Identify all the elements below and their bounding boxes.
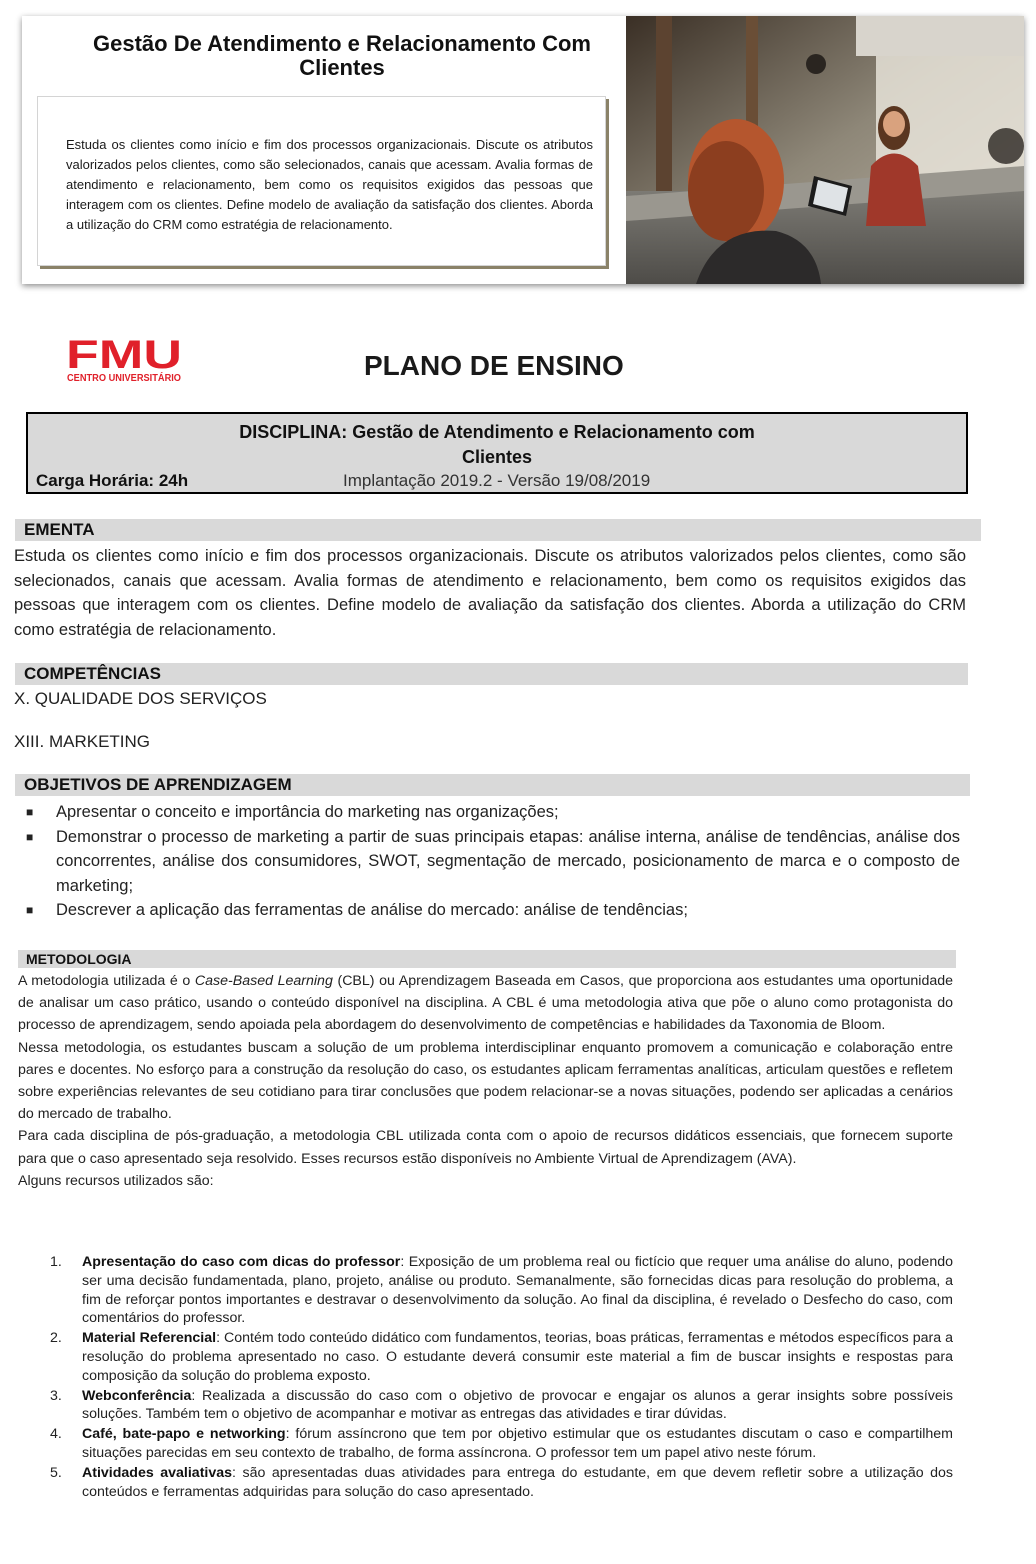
list-item: 1. Apresentação do caso com dicas do professor: Exposição de um problema real ou fictício que requer uma análise do aluno, podendo ser uma decisão fundamentada, plano, projeto, análise ou produto. Semanalmente, são fornecidas dicas para resolução do problema, a fim de reforçar pontos importantes e destravar o desenvolvimento da solução. Ao final da disciplina, é revelado o Desfecho do caso, com comentários do professor.: [50, 1254, 953, 1327]
list-item: 2. Material Referencial: Contém todo conteúdo didático com fundamentos, teorias, boas práticas, ferramentas e métodos específicos para a resolução do problema apresentado no caso. O estudante deverá consumir este material a fim de buscar insights e respostas para composição da solução do problema exposto.: [50, 1330, 953, 1384]
page-title: PLANO DE ENSINO: [364, 350, 624, 381]
svg-text:FMU: FMU: [66, 334, 182, 377]
version: Implantação 2019.2 - Versão 19/08/2019: [343, 471, 651, 490]
metodologia-heading: METODOLOGIA: [18, 950, 956, 968]
banner-description: Estuda os clientes como início e fim dos processos organizacionais. Discute os atributos valorizados pelos clientes, como são selecionados, canais que acessam. Avalia formas de atendimento e relacionamento, bem como os requisitos exigidos das pessoas que interagem com os clientes. Define modelo de avaliação da satisfação dos clientes. Aborda a utilização do CRM como estratégia de relacionamento.: [66, 137, 593, 232]
competencia-item: XIII. MARKETING: [14, 732, 151, 751]
list-item: ■ Demonstrar o processo de marketing a partir de suas principais etapas: análise interna, análise de tendências, análise dos concorrentes, análise dos consumidores, SWOT, segmentação de mercado, posicionamento de marca e o composto de marketing;: [24, 825, 960, 899]
banner-description-box: [37, 96, 606, 266]
ementa-heading: EMENTA: [15, 519, 981, 541]
svg-text:CENTRO UNIVERSITÁRIO: CENTRO UNIVERSITÁRIO: [67, 373, 184, 384]
list-item: 3. Webconferência: Realizada a discussão do caso com o objetivo de provocar e engajar os alunos a gerar insights sobre possíveis soluções. Também tem o objetivo de acompanhar e motivar as entregas das atividades e tirar dúvidas.: [50, 1387, 953, 1423]
list-item: 4. Café, bate-papo e networking: fórum assíncrono que tem por objetivo estimular que os estudantes discutam o caso e compartilhem situações parecidas em seu contexto de trabalho, de forma assíncrona. O professor tem um papel ativo neste fórum.: [50, 1426, 953, 1461]
list-item: ■ Apresentar o conceito e importância do marketing nas organizações;: [24, 800, 960, 825]
metodologia-text: [18, 970, 953, 1192]
competencias-heading: COMPETÊNCIAS: [15, 663, 968, 685]
bullet-icon: ■: [26, 903, 34, 917]
banner-title: Gestão De Atendimento e Relacionamento Com Clientes: [93, 31, 591, 80]
workload: Carga Horária: 24h: [36, 471, 189, 490]
list-item: ■ Descrever a aplicação das ferramentas de análise do mercado: análise de tendências;: [24, 898, 960, 923]
discipline-box: [26, 412, 968, 494]
competencia-item: X. QUALIDADE DOS SERVIÇOS: [14, 689, 267, 708]
resources-list: [50, 1253, 953, 1501]
objetivos-heading: OBJETIVOS DE APRENDIZAGEM: [15, 774, 970, 796]
discipline-title: DISCIPLINA: Gestão de Atendimento e Relacionamento com Clientes: [239, 422, 755, 467]
paragraph: A metodologia utilizada é o Case-Based Learning (CBL) ou Aprendizagem Baseada em Casos, que proporciona aos estudantes uma oportunidade de analisar um caso prático, usando o conteúdo disponível na disciplina. A CBL é uma metodologia ativa que põe o aluno como protagonista do processo de aprendizagem, sendo apoiada pela abordagem do desenvolvimento de competências e habilidades da Taxonomia de Bloom.: [18, 973, 954, 1034]
ementa-text: Estuda os clientes como início e fim dos processos organizacionais. Discute os atributos valorizados pelos clientes, como são selecionados, canais que acessam. Avalia formas de atendimento e relacionamento, bem como os requisitos exigidos das pessoas que interagem com os clientes. Define modelo de avaliação da satisfação dos clientes. Aborda a utilização do CRM como estratégia de relacionamento.: [14, 547, 966, 639]
objetivos-list: [24, 800, 960, 923]
customer-service-photo: [626, 16, 1024, 284]
bullet-icon: ■: [26, 829, 34, 844]
course-banner: [22, 16, 1024, 284]
bullet-icon: ■: [26, 805, 34, 819]
paragraph: Alguns recursos utilizados são:: [18, 1172, 214, 1189]
paragraph: Nessa metodologia, os estudantes buscam a solução de um problema interdisciplinar enquanto promovem a comunicação e colaboração entre pares e docentes. No esforço para a construção da resolução do caso, os estudantes aplicam ferramentas analíticas, articulam questões e refletem sobre experiências relevantes de seu cotidiano para tirar conclusões que podem relacionar-se a novas situações, podendo ser aplicadas a cenários do mercado de trabalho.: [18, 1039, 953, 1123]
paragraph: Para cada disciplina de pós-graduação, a metodologia CBL utilizada conta com o apoio de recursos didáticos essenciais, que fornecem suporte para que o caso apresentado seja resolvido. Esses recursos estão disponíveis no Ambiente Virtual de Aprendizagem (AVA).: [18, 1128, 953, 1167]
fmu-logo: [66, 334, 184, 389]
list-item: 5. Atividades avaliativas: são apresentadas duas atividades para entrega do estudante, em que devem refletir sobre a utilização dos conteúdos e ferramentas adquiridas para solução do caso apresentado.: [50, 1464, 953, 1500]
